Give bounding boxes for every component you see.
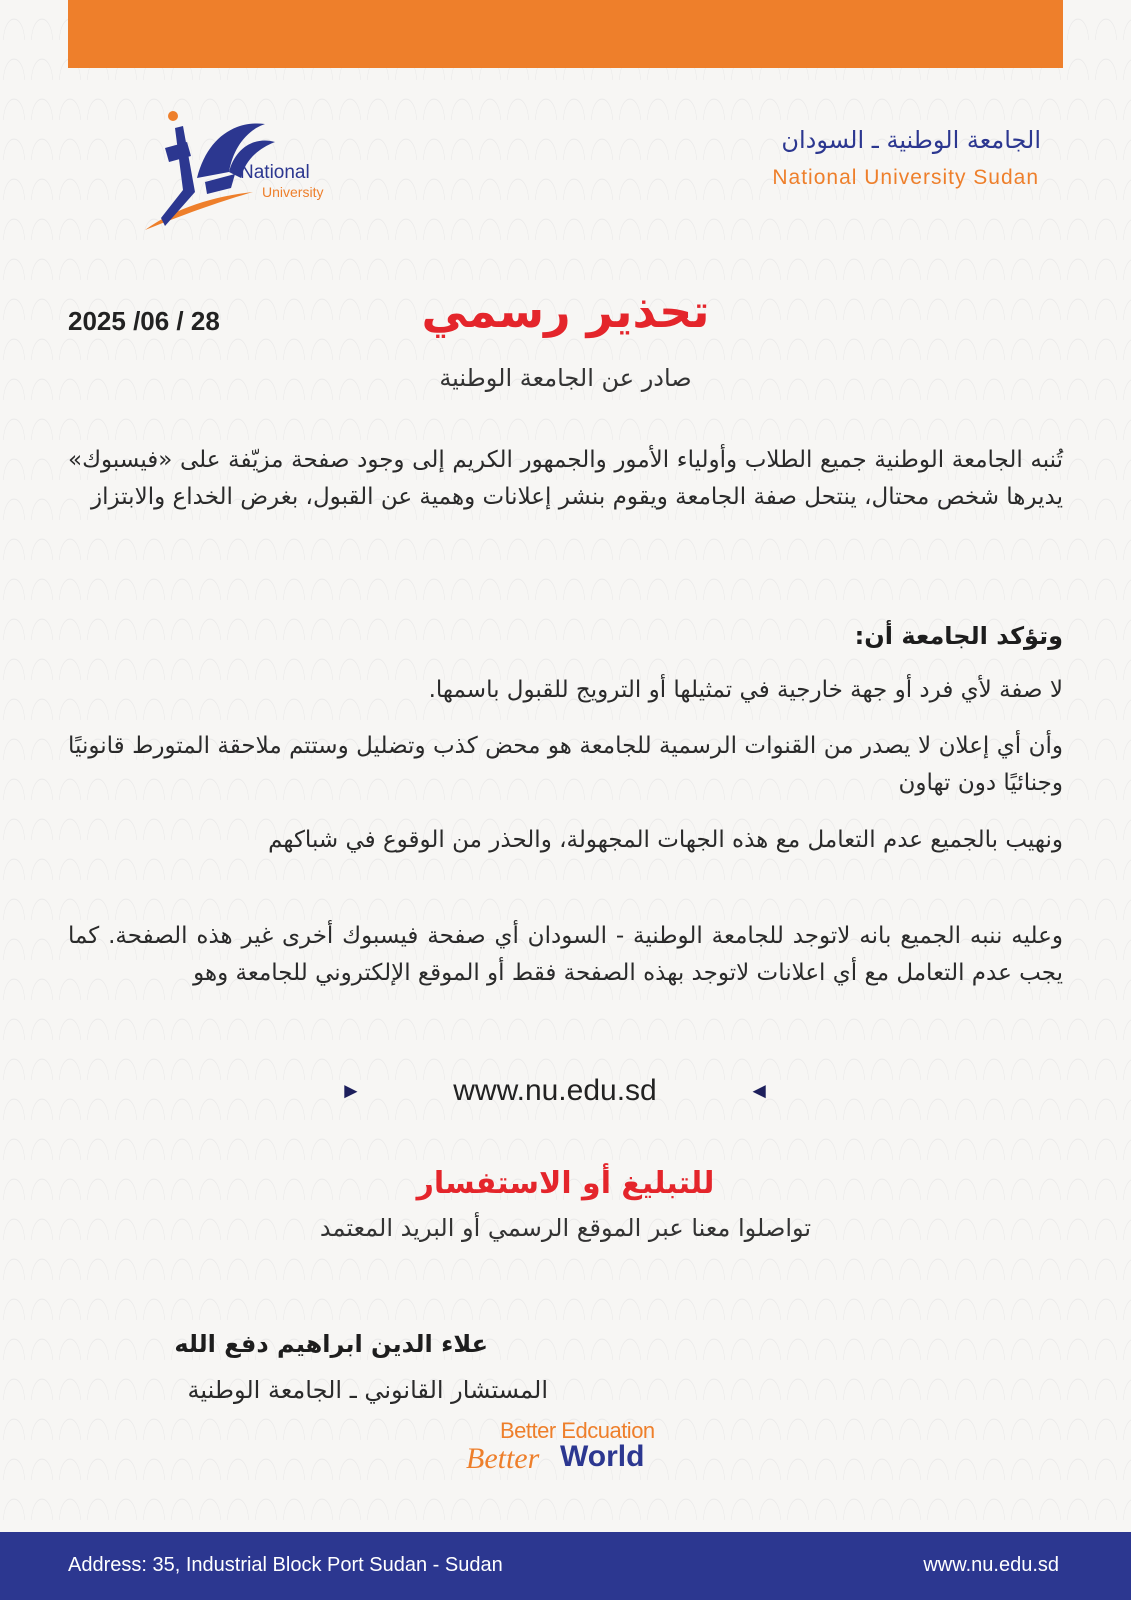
notice-point-2: وأن أي إعلان لا يصدر من القنوات الرسمية للجامعة هو محض كذب وتضليل وستتم ملاحقة المتورط قانونيًا وجنائيًا دون تهاون [68, 733, 1063, 796]
notice-point-1: لا صفة لأي فرد أو جهة خارجية في تمثيلها أو الترويج للقبول باسمها. [428, 677, 1063, 703]
arrow-right-icon: ► [340, 1078, 362, 1103]
logo-text-university: University [262, 184, 324, 200]
website-row [340, 1074, 770, 1114]
logo-text-national: National [240, 162, 310, 183]
contact-subtitle: تواصلوا معنا عبر الموقع الرسمي أو البريد المعتمد [319, 1214, 812, 1242]
slogan-better: Better [466, 1442, 540, 1475]
slogan-line-1: Better Edcuation [500, 1418, 655, 1443]
signatory-role: المستشار القانوني ـ الجامعة الوطنية [187, 1376, 548, 1404]
notice-points-heading: وتؤكد الجامعة أن: [854, 622, 1063, 650]
notice-subtitle: صادر عن الجامعة الوطنية [439, 364, 692, 392]
contact-title: للتبليغ أو الاستفسار [416, 1166, 715, 1201]
top-accent-bar [68, 0, 1063, 68]
notice-intro-paragraph: تُنبه الجامعة الوطنية جميع الطلاب وأولياء الأمور والجمهور الكريم إلى وجود صفحة مزيّفة على «فيسبوك» يديرها شخص محتال، ينتحل صفة الجامعة ويقوم بنشر إعلانات وهمية عن القبول، بغرض الخداع والابتزاز [68, 447, 1063, 510]
website-link[interactable]: www.nu.edu.sd [453, 1074, 657, 1107]
university-name-english: National University Sudan [772, 166, 1039, 189]
notice-point-3: ونهيب بالجميع عدم التعامل مع هذه الجهات المجهولة، والحذر من الوقوع في شباكهم [268, 827, 1063, 853]
footer-website-link[interactable]: www.nu.edu.sd [923, 1554, 1059, 1576]
footer-address: Address: 35, Industrial Block Port Sudan - Sudan [68, 1554, 503, 1576]
notice-point-4: وعليه ننبه الجميع بانه لاتوجد للجامعة الوطنية - السودان أي صفحة فيسبوك أخرى غير هذه الصفحة. كما يجب عدم التعامل مع أي اعلانات لاتوجد بهذه الصفحة فقط أو الموقع الإلكتروني للجامعة وهو [68, 923, 1063, 986]
signatory-name: علاء الدين ابراهيم دفع الله [174, 1330, 488, 1358]
notice-date: 2025 /06 / 28 [68, 306, 220, 336]
arrow-left-icon: ◄ [748, 1078, 770, 1103]
slogan-world: World [560, 1440, 645, 1473]
footer-bar [0, 1532, 1131, 1600]
university-name-arabic: الجامعة الوطنية ـ السودان [781, 126, 1041, 154]
notice-title: تحذير رسمي [421, 284, 710, 338]
